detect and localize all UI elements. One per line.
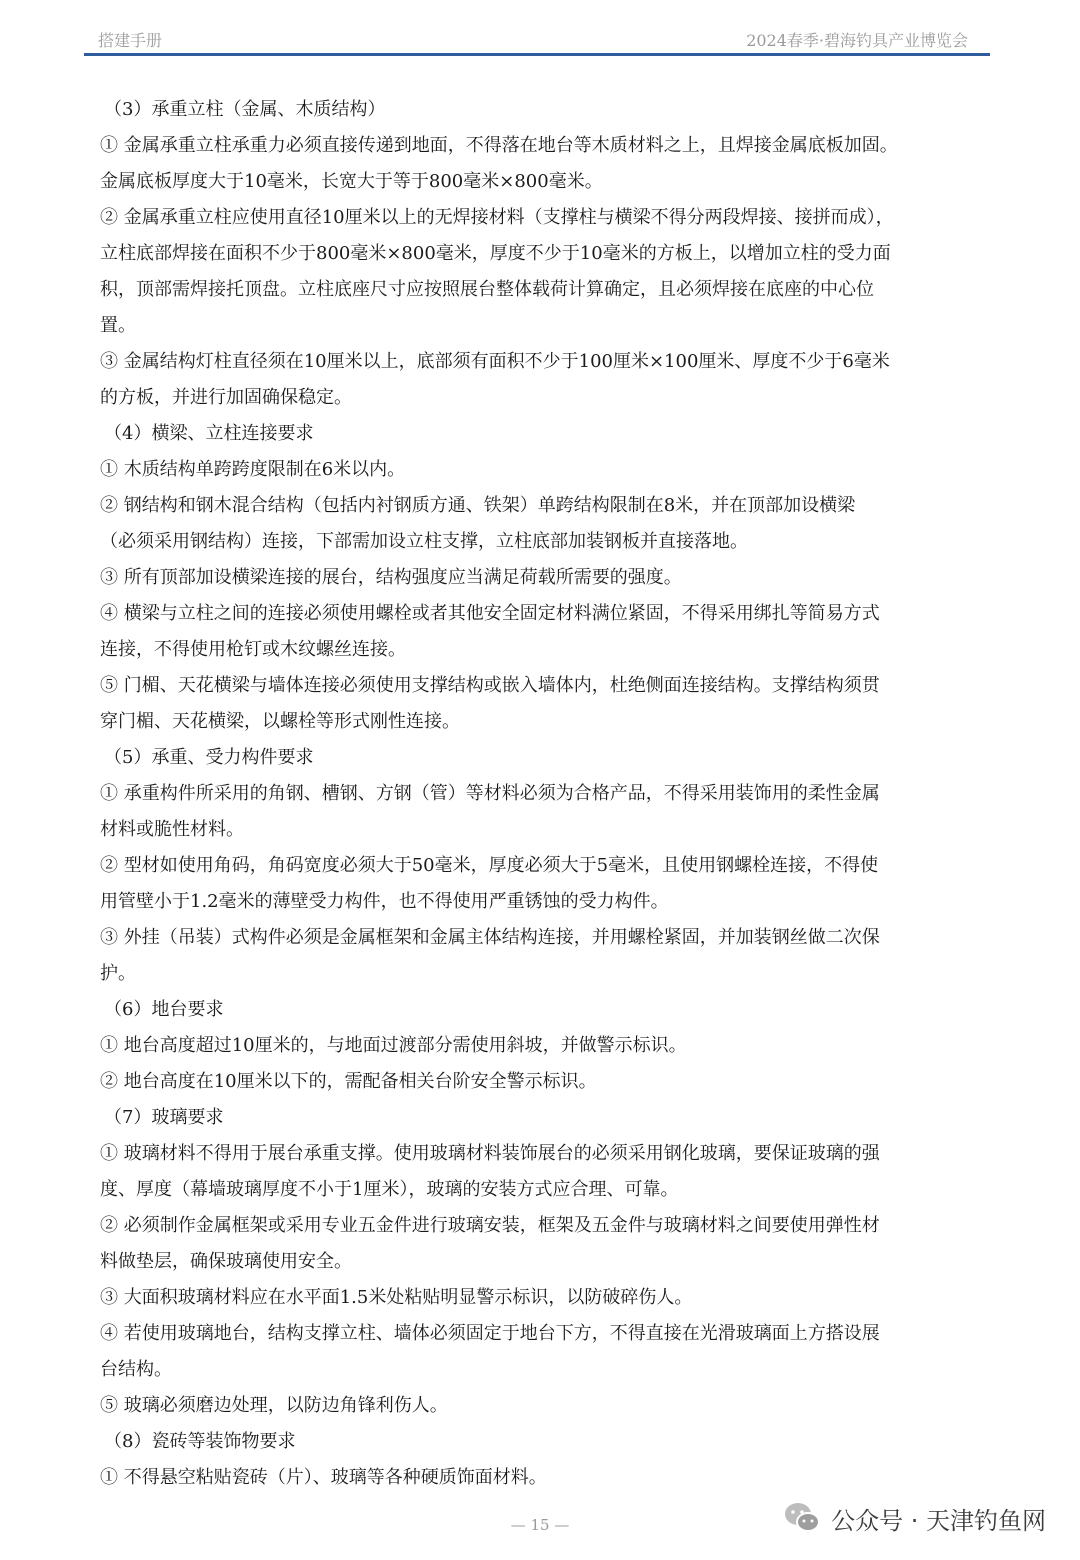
section-heading: （7）玻璃要求 <box>104 1107 224 1128</box>
paragraph-line: ⑤ 玻璃必须磨边处理，以防边角锋利伤人。 <box>100 1395 448 1416</box>
paragraph-line: 置。 <box>100 315 136 336</box>
paragraph-line: 积，顶部需焊接托顶盘。立柱底座尺寸应按照展台整体载荷计算确定，且必须焊接在底座的中心位 <box>100 279 874 300</box>
section-heading: （3）承重立柱（金属、木质结构） <box>104 99 386 120</box>
paragraph-line: ④ 若使用玻璃地台，结构支撑立柱、墙体必须固定于地台下方，不得直接在光滑玻璃面上方搭设展 <box>100 1323 880 1344</box>
paragraph-line: 护。 <box>100 963 136 984</box>
header-doc-title: 搭建手册 <box>98 31 163 50</box>
paragraph-line: ① 地台高度超过10厘米的，与地面过渡部分需使用斜坡，并做警示标识。 <box>100 1035 687 1056</box>
watermark-text: 公众号 · 天津钓鱼网 <box>831 1506 1046 1535</box>
paragraph-line: ③ 所有顶部加设横梁连接的展台，结构强度应当满足荷载所需要的强度。 <box>100 567 682 588</box>
paragraph-line: ② 金属承重立柱应使用直径10厘米以上的无焊接材料（支撑柱与横梁不得分两段焊接、接拼而成）， <box>100 207 894 228</box>
section-heading: （4）横梁、立柱连接要求 <box>104 423 314 444</box>
paragraph-line: ① 玻璃材料不得用于展台承重支撑。使用玻璃材料装饰展台的必须采用钢化玻璃，要保证玻璃的强 <box>100 1143 880 1164</box>
paragraph-line: ⑤ 门楣、天花横梁与墙体连接必须使用支撑结构或嵌入墙体内，杜绝侧面连接结构。支撑结构须贯 <box>100 675 880 696</box>
paragraph-line: 用管壁小于1.2毫米的薄壁受力构件，也不得使用严重锈蚀的受力构件。 <box>100 891 669 912</box>
paragraph-line: 连接，不得使用枪钉或木纹螺丝连接。 <box>100 639 406 660</box>
paragraph-line: （必须采用钢结构）连接，下部需加设立柱支撑，立柱底部加装钢板并直接落地。 <box>100 531 748 552</box>
document-body <box>100 92 980 1496</box>
paragraph-line: 金属底板厚度大于10毫米，长宽大于等于800毫米×800毫米。 <box>100 171 603 192</box>
paragraph-line: ③ 外挂（吊装）式构件必须是金属框架和金属主体结构连接，并用螺栓紧固，并加装钢丝做二次保 <box>100 927 880 948</box>
header-event-title: 2024春季·碧海钓具产业博览会 <box>746 31 968 50</box>
paragraph-line: ① 金属承重立柱承重力必须直接传递到地面，不得落在地台等木质材料之上，且焊接金属底板加固。 <box>100 135 898 156</box>
paragraph-line: 的方板，并进行加固确保稳定。 <box>100 387 352 408</box>
paragraph-line: 台结构。 <box>100 1359 172 1380</box>
paragraph-line: 料做垫层，确保玻璃使用安全。 <box>100 1251 352 1272</box>
paragraph-line: ② 型材如使用角码，角码宽度必须大于50毫米，厚度必须大于5毫米，且使用钢螺栓连接，不得使 <box>100 855 879 876</box>
page-header <box>84 24 990 58</box>
wechat-icon <box>783 1501 821 1535</box>
header-divider <box>84 53 990 56</box>
section-heading: （6）地台要求 <box>104 999 224 1020</box>
paragraph-line: ② 必须制作金属框架或采用专业五金件进行玻璃安装，框架及五金件与玻璃材料之间要使用弹性材 <box>100 1215 880 1236</box>
paragraph-line: ③ 大面积玻璃材料应在水平面1.5米处粘贴明显警示标识，以防破碎伤人。 <box>100 1287 693 1308</box>
page-number: — 15 — <box>510 1516 570 1534</box>
paragraph-line: 度、厚度（幕墙玻璃厚度不小于1厘米），玻璃的安装方式应合理、可靠。 <box>100 1179 679 1200</box>
section-heading: （5）承重、受力构件要求 <box>104 747 314 768</box>
paragraph-line: 立柱底部焊接在面积不少于800毫米×800毫米，厚度不少于10毫米的方板上，以增加立柱的受力面 <box>100 243 891 264</box>
paragraph-line: ④ 横梁与立柱之间的连接必须使用螺栓或者其他安全固定材料满位紧固，不得采用绑扎等简易方式 <box>100 603 880 624</box>
paragraph-line: ② 地台高度在10厘米以下的，需配备相关台阶安全警示标识。 <box>100 1071 597 1092</box>
paragraph-line: ② 钢结构和钢木混合结构（包括内衬钢质方通、铁架）单跨结构限制在8米，并在顶部加设横梁 <box>100 495 856 516</box>
section-heading: （8）瓷砖等装饰物要求 <box>104 1431 296 1452</box>
paragraph-line: ① 承重构件所采用的角钢、槽钢、方钢（管）等材料必须为合格产品，不得采用装饰用的柔性金属 <box>100 783 880 804</box>
paragraph-line: ① 不得悬空粘贴瓷砖（片）、玻璃等各种硬质饰面材料。 <box>100 1467 547 1488</box>
paragraph-line: 穿门楣、天花横梁，以螺栓等形式刚性连接。 <box>100 711 460 732</box>
paragraph-line: ① 木质结构单跨跨度限制在6米以内。 <box>100 459 406 480</box>
paragraph-line: ③ 金属结构灯柱直径须在10厘米以上，底部须有面积不少于100厘米×100厘米、厚度不少于6毫米 <box>100 351 890 372</box>
paragraph-line: 材料或脆性材料。 <box>100 819 244 840</box>
wechat-watermark <box>783 1496 1046 1540</box>
